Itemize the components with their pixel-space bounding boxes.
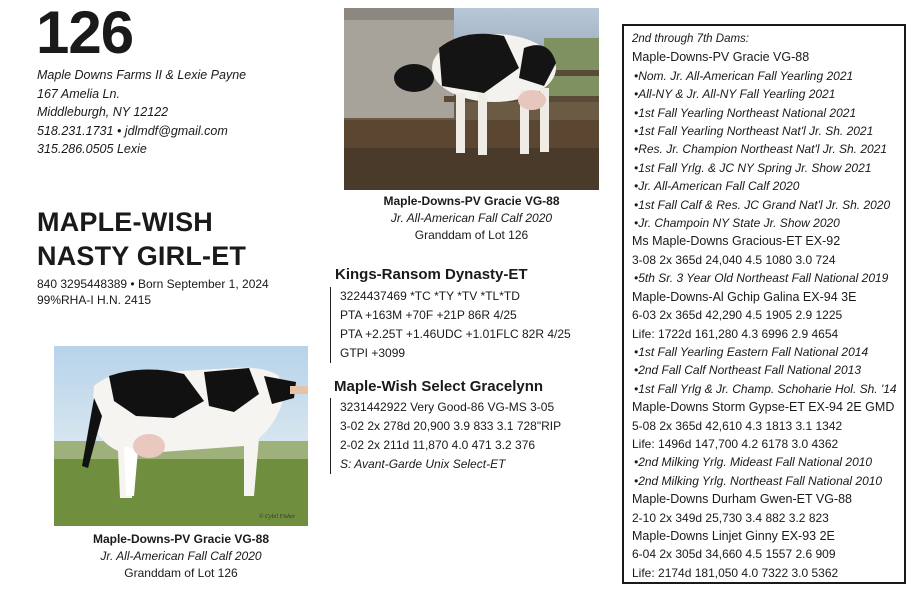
ancestor-honor: •2nd Milking Yrlg. Mideast Fall National 2010 xyxy=(634,455,873,470)
ancestor-honor: •All-NY & Jr. All-NY Fall Yearling 2021 xyxy=(634,87,836,102)
ancestor-honor: •5th Sr. 3 Year Old Northeast Fall National 2019 xyxy=(634,271,889,286)
ancestor-record: 6-03 2x 365d 42,290 4.5 1905 2.9 1225 xyxy=(632,308,843,323)
sire-id-traits: 3224437469 *TC *TY *TV *TL*TD xyxy=(340,289,520,303)
ancestor-honor: •2nd Milking Yrlg. Northeast Fall National 2010 xyxy=(634,473,883,488)
dam-details xyxy=(330,398,561,474)
dam-id-classification: 3231442922 Very Good-86 VG-MS 3-05 xyxy=(340,400,555,414)
photo-profile-caption-note: Granddam of Lot 126 xyxy=(124,566,238,580)
ancestor-dam-name: Maple-Downs Linjet Ginny EX-93 2E xyxy=(632,528,835,543)
ancestor-honor: •Nom. Jr. All-American Fall Yearling 2021 xyxy=(634,68,854,83)
ancestor-record: 5-08 2x 365d 42,610 4.3 1813 3.1 1342 xyxy=(632,418,843,433)
consignor-name: Maple Downs Farms II & Lexie Payne xyxy=(37,68,247,82)
pedigree-box xyxy=(622,24,906,584)
dam-sire-line: S: Avant-Garde Unix Select-ET xyxy=(340,457,506,471)
photo-profile-caption-title: Maple-Downs-PV Gracie VG-88 xyxy=(92,532,270,546)
ancestor-record: 6-04 2x 305d 34,660 4.5 1557 2.6 909 xyxy=(632,547,836,562)
lot-number: 126 xyxy=(36,0,134,66)
ancestor-honor: •Jr. Champoin NY State Jr. Show 2020 xyxy=(634,216,840,231)
consignor-city: Middleburgh, NY 12122 xyxy=(37,105,169,119)
ancestor-honor: •Jr. All-American Fall Calf 2020 xyxy=(634,179,800,194)
ancestor-record: Life: 2174d 181,050 4.0 7322 3.0 5362 xyxy=(632,565,839,580)
sire-gtpi: GTPI +3099 xyxy=(340,346,406,360)
sire-details xyxy=(330,287,571,363)
ancestor-record: 3-08 2x 365d 24,040 4.5 1080 3.0 724 xyxy=(632,252,836,267)
sire-pta-type: PTA +2.25T +1.46UDC +1.01FLC 82R 4/25 xyxy=(340,327,571,341)
profile-cow-image xyxy=(54,346,308,526)
photo-profile xyxy=(54,346,308,526)
sire-name: Kings-Ransom Dynasty-ET xyxy=(335,266,528,283)
pedigree-lines xyxy=(632,30,900,582)
ancestor-honor: •1st Fall Yearling Eastern Fall National 2014 xyxy=(634,344,869,359)
photo-barn xyxy=(344,8,599,190)
photo-barn-caption-note: Granddam of Lot 126 xyxy=(414,228,529,242)
ancestor-honor: •1st Fall Yearling Northeast Nat'l Jr. Sh. 2021 xyxy=(634,124,874,139)
photo-watermark: © Cybil Fisher xyxy=(259,514,296,520)
animal-name xyxy=(37,205,246,273)
ancestor-dam-name: Maple-Downs-Al Gchip Galina EX-94 3E xyxy=(632,289,857,304)
dam-record-2: 2-02 2x 211d 11,870 4.0 471 3.2 376 xyxy=(340,438,536,452)
ancestor-record: Life: 1496d 147,700 4.2 6178 3.0 4362 xyxy=(632,436,839,451)
animal-name-line2: NASTY GIRL-ET xyxy=(37,241,247,271)
ancestor-dam-name: Maple-Downs Durham Gwen-ET VG-88 xyxy=(632,492,852,507)
photo-profile-caption xyxy=(54,531,308,582)
animal-name-line1: MAPLE-WISH xyxy=(37,207,213,237)
ancestor-record: Life: 1722d 161,280 4.3 6996 2.9 4654 xyxy=(632,326,839,341)
photo-barn-caption-sub: Jr. All-American Fall Calf 2020 xyxy=(390,211,553,225)
dam-record-1: 3-02 2x 278d 20,900 3.9 833 3.1 728"RIP xyxy=(340,419,562,433)
animal-rha: 99%RHA-I H.N. 2415 xyxy=(37,293,152,307)
photo-barn-caption-title: Maple-Downs-PV Gracie VG-88 xyxy=(383,194,560,208)
pedigree-header: 2nd through 7th Dams: xyxy=(632,33,749,45)
animal-ids xyxy=(37,276,269,308)
ancestor-honor: •1st Fall Yearling Northeast National 2021 xyxy=(634,105,857,120)
ancestor-dam-name: Ms Maple-Downs Gracious-ET EX-92 xyxy=(632,234,841,249)
animal-id-birth: 840 3295448389 • Born September 1, 2024 xyxy=(37,277,269,291)
consignor-address: 167 Amelia Ln. xyxy=(37,86,120,101)
ancestor-dam-name: Maple-Downs Storm Gypse-ET EX-94 2E GMD xyxy=(632,400,895,415)
consignor-phone-email: 518.231.1731 • jdlmdf@gmail.com xyxy=(37,123,228,138)
dam-name: Maple-Wish Select Gracelynn xyxy=(334,378,544,395)
ancestor-honor: •Res. Jr. Champion Northeast Nat'l Jr. Sh. 2021 xyxy=(634,142,888,157)
ancestor-honor: •1st Fall Yrlg. & JC NY Spring Jr. Show 2021 xyxy=(634,160,872,175)
barn-cow-image xyxy=(344,8,599,190)
ancestor-honor: •2nd Fall Calf Northeast Fall National 2013 xyxy=(634,363,861,378)
photo-barn-caption xyxy=(344,193,599,244)
consignor-info xyxy=(37,66,246,159)
ancestor-dam-name: Maple-Downs-PV Gracie VG-88 xyxy=(632,50,810,65)
sire-pta-production: PTA +163M +70F +21P 86R 4/25 xyxy=(340,308,517,322)
ancestor-record: 2-10 2x 349d 25,730 3.4 882 3.2 823 xyxy=(632,510,829,525)
consignor-phone-2: 315.286.0505 Lexie xyxy=(37,142,147,156)
ancestor-honor: •1st Fall Calf & Res. JC Grand Nat'l Jr. Sh. 2020 xyxy=(634,197,891,212)
photo-profile-caption-sub: Jr. All-American Fall Calf 2020 xyxy=(100,549,262,563)
ancestor-honor: •1st Fall Yrlg & Jr. Champ. Schoharie Hol. Sh. '14 xyxy=(634,381,897,396)
